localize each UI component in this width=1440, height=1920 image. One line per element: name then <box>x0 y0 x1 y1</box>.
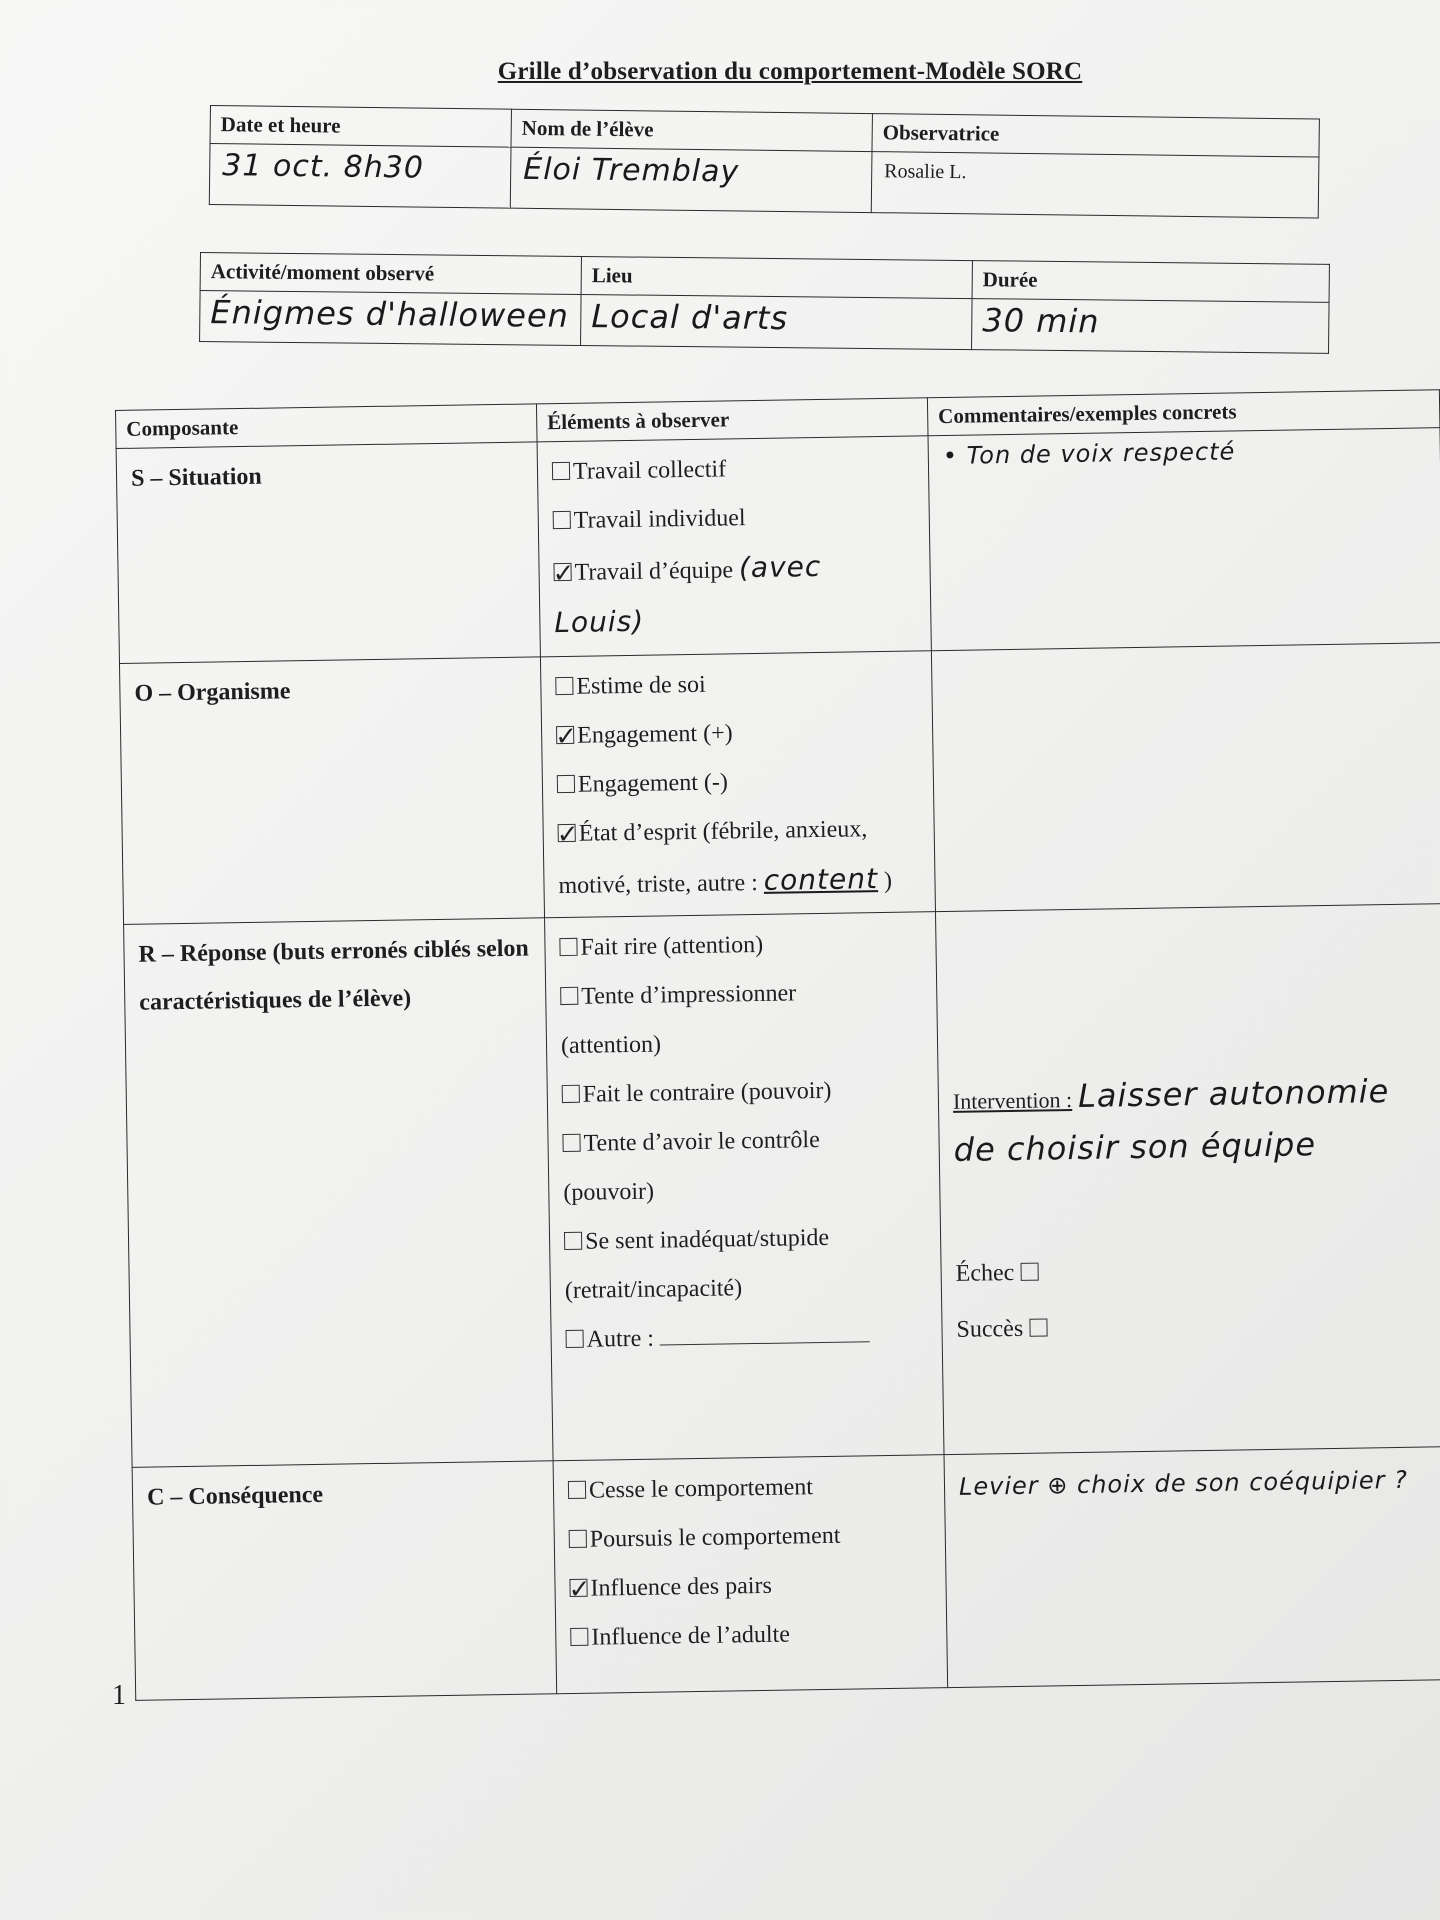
row-reponse <box>124 904 1440 1468</box>
autre-blank[interactable] <box>660 1323 870 1345</box>
list-item: Poursuis le comportement <box>568 1510 931 1565</box>
list-item: Fait le contraire (pouvoir) <box>561 1065 924 1120</box>
consequence-comment: Levier ⊕ choix de son coéquipier ? <box>944 1447 1440 1688</box>
place-value: Local d'arts <box>581 294 973 349</box>
header-table-date-student <box>209 105 1320 219</box>
checkbox-cesse[interactable] <box>568 1481 586 1499</box>
echec-option: Échec <box>955 1238 1439 1302</box>
list-item: Travail individuel <box>552 491 915 546</box>
list-item: Estime de soi <box>555 657 918 712</box>
checkbox-travail-collectif[interactable] <box>552 462 570 480</box>
checkbox-engagement-plus[interactable] <box>556 726 574 744</box>
list-item: Fait rire (attention) <box>559 918 922 973</box>
list-item: ✓État d’esprit (fébrile, anxieux, <box>557 804 920 859</box>
sorc-table <box>115 389 1440 1701</box>
checkbox-contraire[interactable] <box>562 1085 580 1103</box>
activity-value: Énigmes d'halloween <box>200 291 582 346</box>
checkbox-estime-soi[interactable] <box>555 677 573 695</box>
checkbox-echec[interactable] <box>1020 1263 1038 1281</box>
row-consequence <box>132 1447 1440 1701</box>
checkbox-fait-rire[interactable] <box>559 938 577 956</box>
duration-label: Durée <box>972 261 1329 303</box>
succes-option: Succès <box>956 1294 1440 1358</box>
intervention-label: Intervention : <box>952 1087 1073 1114</box>
list-item: motivé, triste, autre : content ) <box>558 862 893 900</box>
checkbox-influence-pairs[interactable] <box>569 1579 587 1597</box>
row-organisme <box>119 643 1440 925</box>
list-item: Tente d’impressionner <box>560 967 923 1022</box>
checkbox-poursuis[interactable] <box>569 1530 587 1548</box>
organisme-comment <box>931 643 1440 912</box>
row-situation <box>116 428 1440 664</box>
header-table-activity <box>199 252 1330 354</box>
col-composante: Composante <box>116 404 538 449</box>
checkbox-engagement-minus[interactable] <box>557 775 575 793</box>
consequence-label: C – Conséquence <box>146 1481 324 1511</box>
duration-value: 30 min <box>972 299 1330 354</box>
list-item: Travail collectif <box>552 442 915 497</box>
list-item: Se sent inadéquat/stupide <box>564 1212 927 1267</box>
page-number: 1 <box>112 1680 126 1711</box>
student-value: Éloi Tremblay <box>510 147 872 212</box>
list-item: (retrait/incapacité) <box>564 1275 743 1305</box>
reponse-label: R – Réponse (buts erronés ciblés selon caractéristiques de l’élève) <box>138 935 529 1016</box>
checkbox-inadequat[interactable] <box>564 1232 582 1250</box>
checkbox-influence-adulte[interactable] <box>570 1628 588 1646</box>
organisme-label: O – Organisme <box>134 678 291 707</box>
checkbox-travail-individuel[interactable] <box>553 511 571 529</box>
list-item: ✓Engagement (+) <box>556 706 919 761</box>
date-label: Date et heure <box>210 106 511 148</box>
place-label: Lieu <box>581 256 972 298</box>
checkbox-autre[interactable] <box>566 1330 584 1348</box>
situation-comment: • Ton de voix respecté <box>928 428 1440 651</box>
list-item: ✓Travail d’équipe (avec Louis) <box>553 540 917 650</box>
etat-value: content <box>763 862 879 897</box>
situation-label: S – Situation <box>130 463 262 492</box>
situation-handnote: (avec Louis) <box>554 549 822 640</box>
date-value: 31 oct. 8h30 <box>209 144 511 209</box>
list-item: Cesse le comportement <box>568 1461 931 1516</box>
col-comments: Commentaires/exemples concrets <box>927 390 1440 436</box>
observer-label: Observatrice <box>872 114 1319 157</box>
checkbox-succes[interactable] <box>1029 1318 1047 1336</box>
list-item: ✓Influence des pairs <box>569 1559 932 1614</box>
list-item: (pouvoir) <box>563 1178 655 1207</box>
list-item: Tente d’avoir le contrôle <box>562 1114 925 1169</box>
document-title: Grille d’observation du comportement-Modèle SORC <box>497 58 1083 85</box>
observer-value: Rosalie L. <box>871 152 1319 218</box>
list-item: Engagement (-) <box>557 755 920 810</box>
checkbox-travail-equipe[interactable] <box>553 563 571 581</box>
checkbox-etat-esprit[interactable] <box>558 824 576 842</box>
student-label: Nom de l’élève <box>511 109 872 151</box>
checkbox-controle[interactable] <box>562 1134 580 1152</box>
list-item: (attention) <box>560 1031 662 1060</box>
checkbox-impressionner[interactable] <box>560 987 578 1005</box>
col-elements: Éléments à observer <box>536 398 928 442</box>
list-item: Influence de l’adulte <box>570 1608 933 1663</box>
intervention-value: Laisser autonomie de choisir son équipe <box>953 1072 1390 1169</box>
activity-label: Activité/moment observé <box>200 253 581 295</box>
list-item: Autre : <box>565 1310 928 1365</box>
